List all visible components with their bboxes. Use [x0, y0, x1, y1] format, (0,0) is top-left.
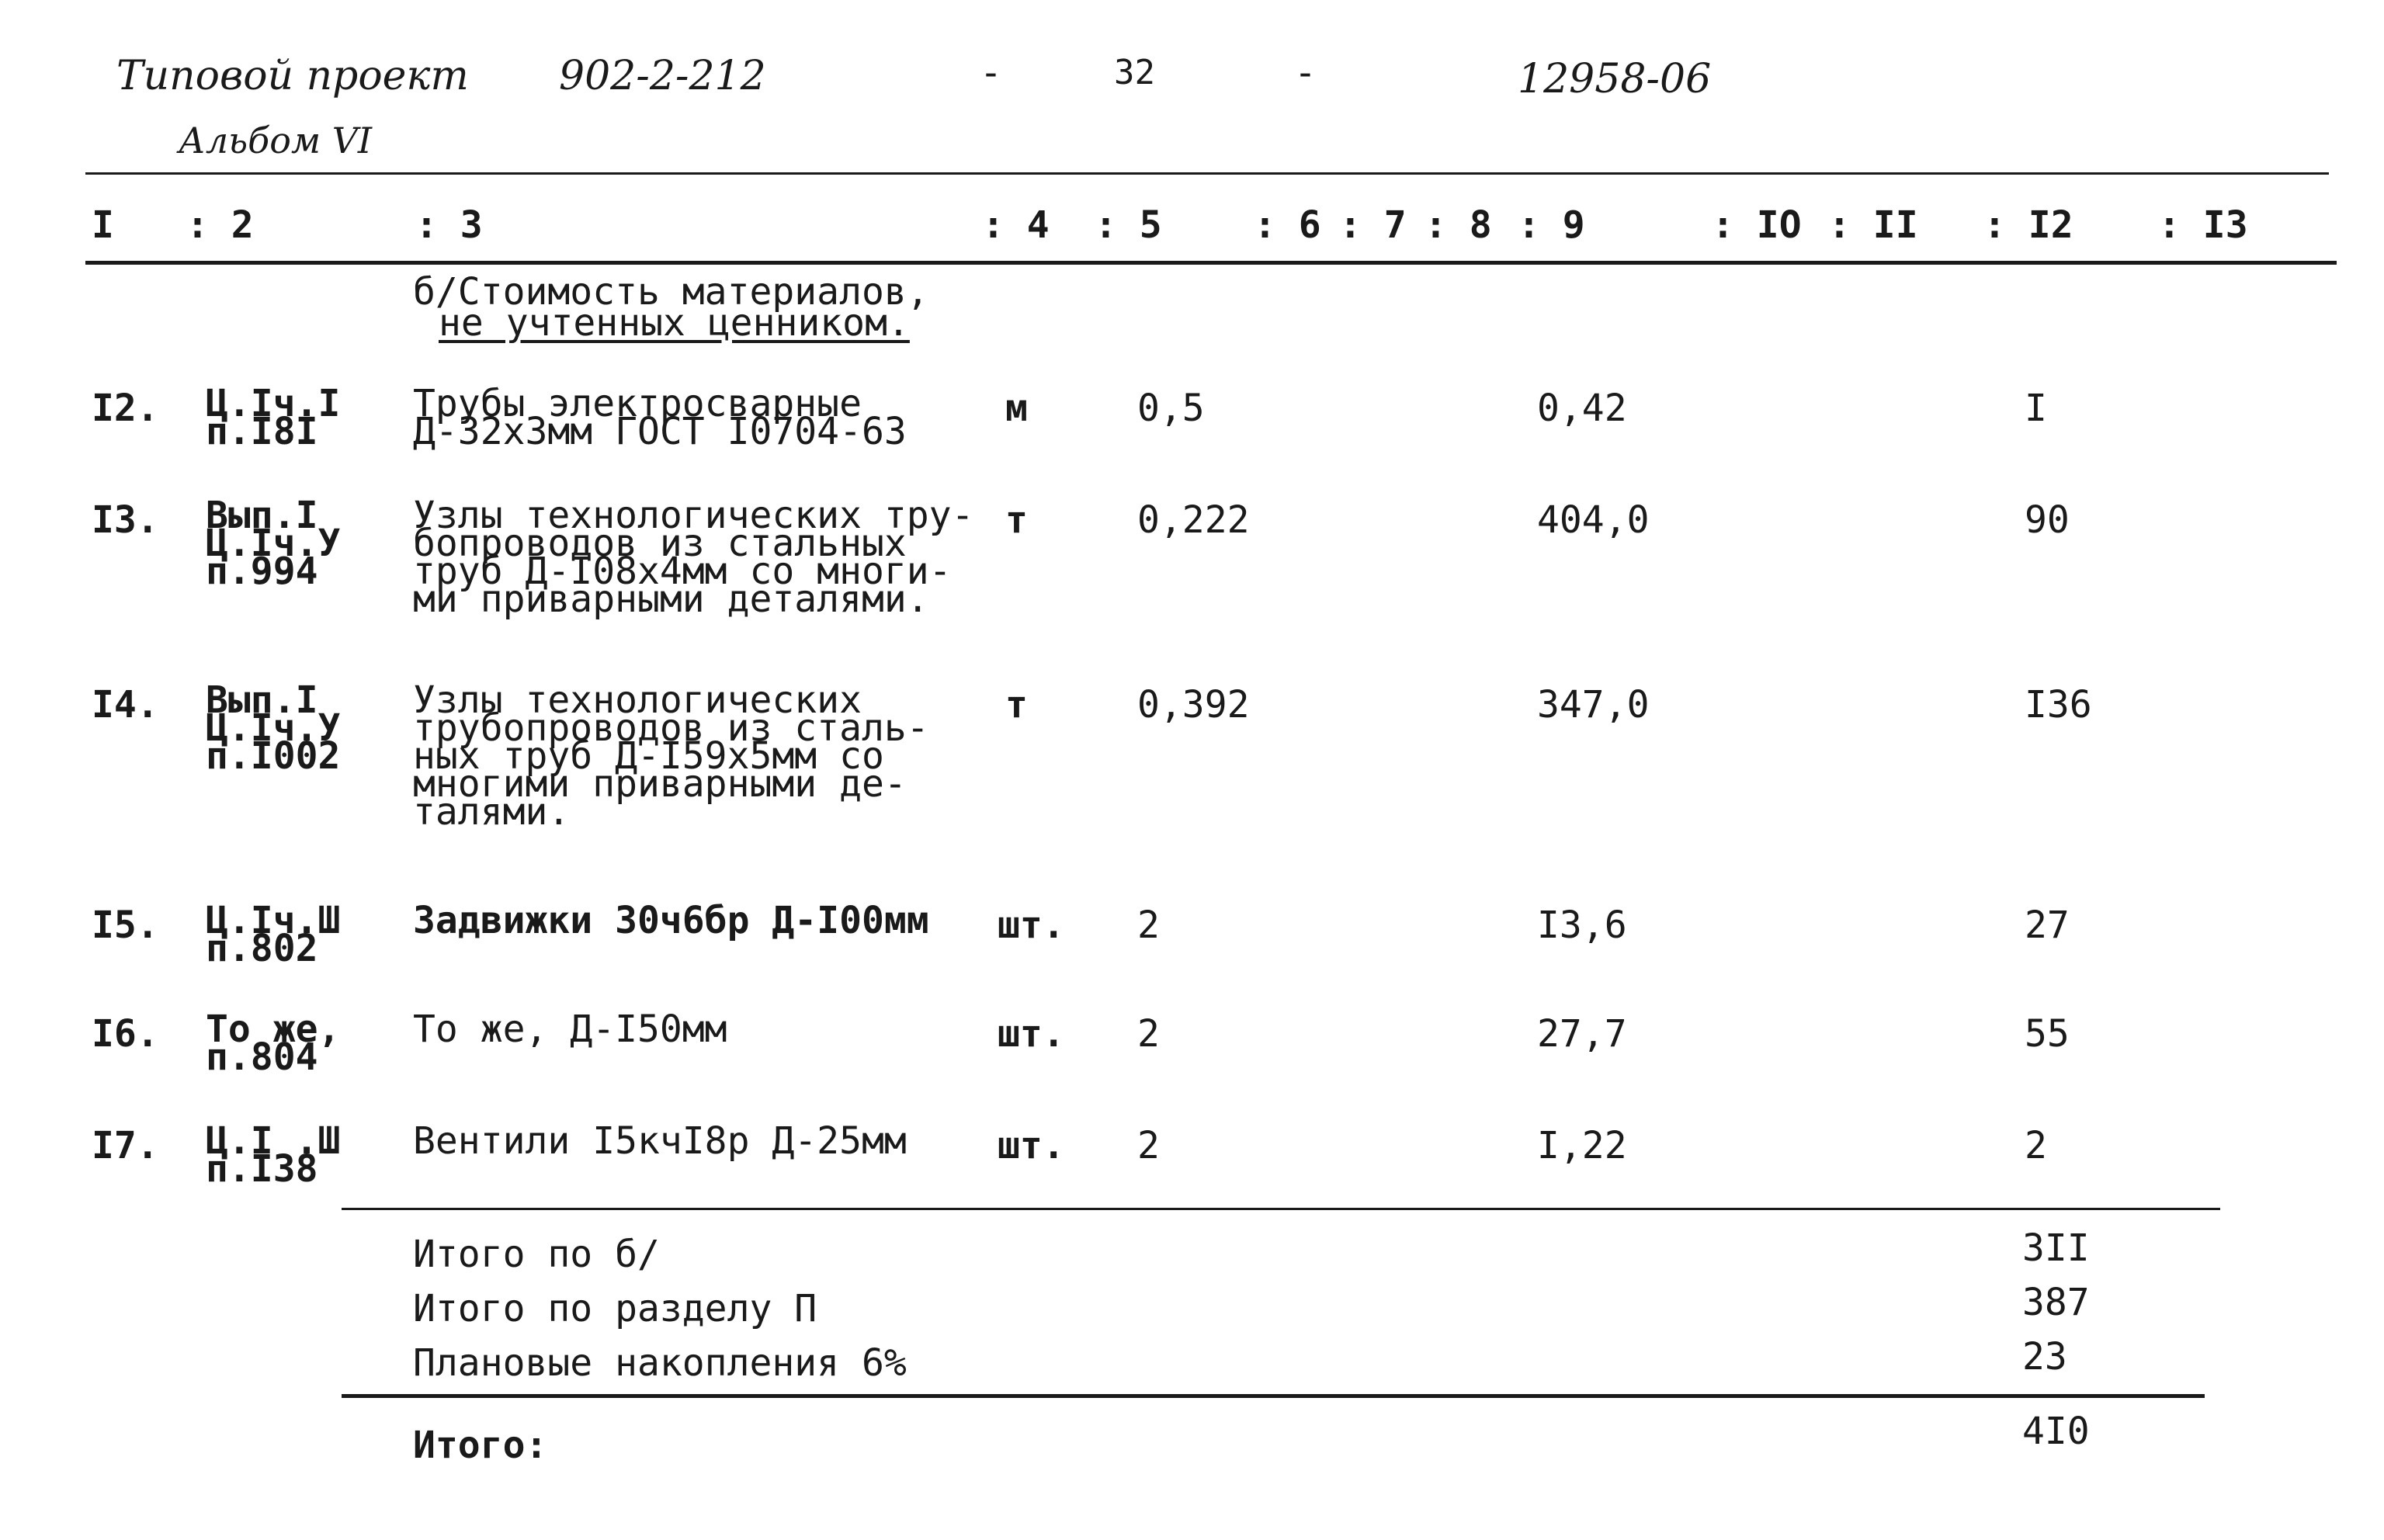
total-label: Плановые накопления 6%	[413, 1341, 907, 1385]
grand-total-label: Итого:	[413, 1424, 548, 1467]
project-number: 902-2-212	[559, 53, 766, 99]
column-header-4: : 4	[982, 203, 1050, 247]
row-reference: Ц.Iч.I п.I8I	[206, 382, 341, 453]
header-dash-left: -	[980, 51, 1002, 95]
column-header-5: : 5	[1095, 203, 1162, 247]
column-header-7: : 7	[1339, 203, 1407, 247]
document-number: 12958-06	[1518, 56, 1712, 102]
column-header-10: : IO	[1712, 203, 1802, 247]
section-title-2: не учтенных ценником.	[439, 301, 910, 345]
total-value: 387	[2022, 1281, 2090, 1324]
row-quantity: 2	[1137, 904, 1160, 947]
row-description: Задвижки 30ч6бр Д-I00мм	[413, 899, 929, 942]
grand-total-rule	[342, 1394, 2205, 1398]
column-header-1: I	[92, 203, 114, 247]
row-reference: То же, п.804	[206, 1008, 341, 1079]
row-unit-price: 27,7	[1537, 1012, 1627, 1056]
row-total: 90	[2025, 498, 2070, 542]
row-unit: шт.	[998, 1012, 1065, 1056]
section-title: б/Стоимость материалов,	[413, 270, 929, 314]
row-number: I5.	[92, 904, 159, 947]
row-unit: шт.	[998, 1124, 1065, 1167]
row-quantity: 2	[1137, 1012, 1160, 1056]
row-total: I36	[2025, 683, 2092, 727]
column-header-9: : 9	[1518, 203, 1585, 247]
column-header-12: : I2	[1983, 203, 2073, 247]
subtotal-rule	[342, 1208, 2220, 1210]
row-quantity: 0,392	[1137, 683, 1250, 727]
row-unit: шт.	[998, 904, 1065, 947]
row-quantity: 0,222	[1137, 498, 1250, 542]
total-label: Итого по б/	[413, 1233, 660, 1276]
row-unit-price: I3,6	[1537, 904, 1627, 947]
column-header-13: : I3	[2158, 203, 2248, 247]
total-label: Итого по разделу П	[413, 1287, 817, 1330]
column-header-rule	[85, 261, 2337, 265]
row-reference: Ц.I .Ш п.I38	[206, 1119, 341, 1191]
row-number: I2.	[92, 387, 159, 430]
row-unit: м	[1005, 387, 1028, 430]
column-header-8: : 8	[1425, 203, 1492, 247]
row-description: Узлы технологических тру- бопроводов из стальных труб Д-I08х4мм со многи- ми приварными деталями.	[413, 494, 974, 621]
column-header-6: : 6	[1254, 203, 1321, 247]
header-dash-right: -	[1294, 51, 1317, 95]
row-total: 27	[2025, 904, 2070, 947]
page-number: 32	[1114, 53, 1155, 92]
row-unit-price: 404,0	[1537, 498, 1650, 542]
column-header-11: : II	[1828, 203, 1918, 247]
row-total: 2	[2025, 1124, 2047, 1167]
row-description: Узлы технологических трубопроводов из сталь- ных труб Д-I59х5мм со многими приварными де- талями.	[413, 678, 929, 834]
row-unit: т	[1005, 683, 1028, 727]
row-total: 55	[2025, 1012, 2070, 1056]
row-unit-price: 0,42	[1537, 387, 1627, 430]
row-number: I7.	[92, 1124, 159, 1167]
row-quantity: 0,5	[1137, 387, 1205, 430]
row-description: То же, Д-I50мм	[413, 1008, 727, 1051]
row-reference: Ц.Iч.Ш п.802	[206, 899, 341, 970]
row-unit-price: I,22	[1537, 1124, 1627, 1167]
row-quantity: 2	[1137, 1124, 1160, 1167]
row-number: I4.	[92, 683, 159, 727]
row-number: I3.	[92, 498, 159, 542]
column-header-3: : 3	[415, 203, 483, 247]
row-description: Трубы электросварные Д-32х3мм ГОСТ I0704-63	[413, 382, 907, 453]
total-value: 3II	[2022, 1226, 2090, 1270]
row-reference: Вып.I Ц.Iч.У п.I002	[206, 678, 341, 778]
header-rule	[85, 172, 2329, 175]
row-reference: Вып.I Ц.Iч.У п.994	[206, 494, 341, 593]
row-unit-price: 347,0	[1537, 683, 1650, 727]
row-unit: т	[1005, 498, 1028, 542]
project-label: Типовой проект	[116, 53, 469, 99]
row-total: I	[2025, 387, 2047, 430]
row-number: I6.	[92, 1012, 159, 1056]
total-value: 23	[2022, 1335, 2067, 1379]
grand-total-value: 4I0	[2022, 1410, 2090, 1453]
album-label: Альбом VI	[179, 120, 373, 161]
column-header-2: : 2	[186, 203, 254, 247]
row-description: Вентили I5кчI8р Д-25мм	[413, 1119, 907, 1163]
